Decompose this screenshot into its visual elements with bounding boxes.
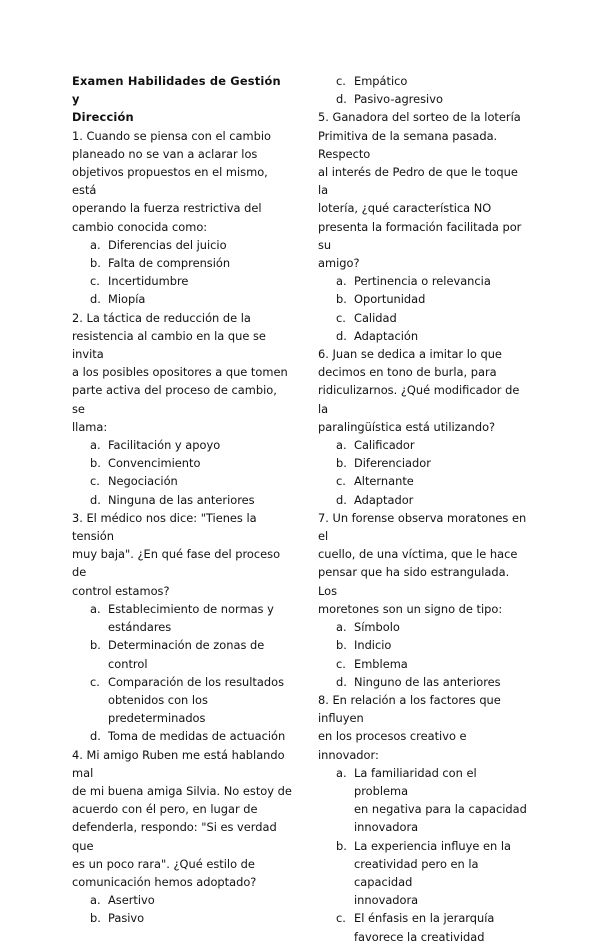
option-text-line: Toma de medidas de actuación bbox=[108, 729, 286, 744]
question-text-line: defenderla, respondo: "Si es verdad que bbox=[72, 820, 277, 853]
option-letter: a. bbox=[336, 620, 347, 635]
option-text-line: La familiaridad con el problema bbox=[354, 765, 477, 798]
option-letter: b. bbox=[336, 838, 347, 853]
option-letter: c. bbox=[336, 74, 346, 88]
option-text-line: Establecimiento de normas y bbox=[108, 601, 274, 616]
question-text-line: parte activa del proceso de cambio, se bbox=[72, 383, 277, 416]
question-text-line: llama: bbox=[72, 419, 108, 434]
question-text-line: resistencia al cambio en la que se invita bbox=[72, 328, 266, 362]
question-text-line: presenta la formación facilitada por su bbox=[318, 219, 522, 252]
option-text-line: Pasivo-agresivo bbox=[354, 92, 443, 107]
option-letter: a. bbox=[90, 601, 101, 616]
question-text-line: 3. El médico nos dice: "Tienes la tensión bbox=[72, 510, 257, 544]
question-text-line: acuerdo con él pero, en lugar de bbox=[72, 802, 258, 817]
answer-option bbox=[318, 655, 530, 673]
answer-option bbox=[72, 909, 292, 927]
answer-option bbox=[72, 272, 292, 290]
answer-option bbox=[318, 618, 530, 636]
question-text-line: control estamos? bbox=[72, 583, 170, 598]
option-text-line: Asertivo bbox=[108, 893, 155, 908]
left-questions bbox=[72, 127, 292, 928]
question-text-line: 1. Cuando se piensa con el cambio bbox=[72, 128, 271, 143]
answer-option bbox=[72, 454, 292, 472]
question-block bbox=[72, 509, 292, 746]
option-letter: d. bbox=[90, 492, 101, 507]
question-block bbox=[318, 345, 530, 509]
answer-options bbox=[318, 72, 530, 108]
option-text-line: El énfasis en la jerarquía bbox=[354, 911, 495, 926]
answer-option bbox=[318, 909, 530, 945]
answer-option bbox=[72, 290, 292, 308]
question-block bbox=[72, 127, 292, 309]
option-letter: d. bbox=[336, 492, 347, 507]
option-letter: d. bbox=[90, 292, 101, 307]
left-column bbox=[72, 72, 292, 928]
question-block bbox=[318, 108, 530, 345]
answer-option bbox=[318, 673, 530, 691]
answer-option bbox=[72, 436, 292, 454]
answer-option bbox=[318, 309, 530, 327]
option-letter: c. bbox=[90, 274, 100, 289]
question-text-line: de mi buena amiga Silvia. No estoy de bbox=[72, 783, 292, 798]
option-text-line: Convencimiento bbox=[108, 456, 201, 471]
option-text-line: creatividad pero en la capacidad bbox=[354, 856, 479, 889]
option-text-line: Empático bbox=[354, 74, 408, 88]
option-text-line: Símbolo bbox=[354, 620, 400, 635]
answer-option bbox=[72, 472, 292, 490]
option-text-line: Calificador bbox=[354, 438, 415, 453]
option-letter: a. bbox=[90, 237, 101, 252]
exam-title bbox=[72, 72, 292, 127]
question-text-line: objetivos propuestos en el mismo, está bbox=[72, 165, 268, 198]
answer-option bbox=[318, 454, 530, 472]
question-text-line: paralingüística está utilizando? bbox=[318, 419, 496, 434]
option-text-line: Miopía bbox=[108, 292, 146, 307]
answer-option bbox=[72, 236, 292, 254]
option-letter: b. bbox=[336, 292, 347, 307]
question-block bbox=[318, 72, 530, 108]
option-text-line: innovadora bbox=[354, 820, 419, 835]
option-letter: c. bbox=[90, 474, 100, 489]
answer-options bbox=[318, 272, 530, 345]
question-text-line: cambio conocida como: bbox=[72, 219, 208, 234]
answer-option bbox=[72, 636, 292, 672]
answer-option bbox=[72, 491, 292, 509]
option-letter: d. bbox=[90, 729, 101, 744]
option-letter: c. bbox=[336, 656, 346, 671]
answer-options bbox=[318, 618, 530, 691]
option-text-line: predeterminados bbox=[108, 711, 206, 726]
option-letter: d. bbox=[336, 328, 347, 343]
question-text-line: 8. En relación a los factores que influyen bbox=[318, 692, 501, 726]
question-block bbox=[318, 509, 530, 691]
option-text-line: Indicio bbox=[354, 638, 392, 653]
option-text-line: Emblema bbox=[354, 656, 408, 671]
question-text-line: muy baja". ¿En qué fase del proceso de bbox=[72, 547, 281, 580]
option-letter: b. bbox=[90, 256, 101, 271]
answer-options bbox=[318, 764, 530, 946]
option-letter: c. bbox=[90, 674, 100, 689]
answer-option bbox=[318, 290, 530, 308]
option-letter: a. bbox=[336, 274, 347, 289]
option-text-line: favorece la creatividad bbox=[354, 929, 485, 944]
option-letter: c. bbox=[336, 911, 346, 926]
question-block bbox=[72, 746, 292, 928]
question-text-line: ridiculizarnos. ¿Qué modificador de la bbox=[318, 383, 520, 416]
option-letter: d. bbox=[336, 92, 347, 107]
option-text-line: Alternante bbox=[354, 474, 414, 489]
option-text-line: Diferencias del juicio bbox=[108, 237, 227, 252]
option-text-line: innovadora bbox=[354, 893, 419, 908]
option-letter: a. bbox=[90, 893, 101, 908]
question-text-line: planeado no se van a aclarar los bbox=[72, 146, 258, 161]
answer-option bbox=[318, 837, 530, 910]
question-text-line: amigo? bbox=[318, 256, 360, 271]
question-text-line: 2. La táctica de reducción de la bbox=[72, 310, 251, 325]
option-letter: c. bbox=[336, 310, 346, 325]
option-text-line: Diferenciador bbox=[354, 456, 431, 471]
title-line: Dirección bbox=[72, 110, 134, 125]
answer-option bbox=[318, 491, 530, 509]
question-text-line: 6. Juan se dedica a imitar lo que bbox=[318, 347, 502, 362]
option-letter: b. bbox=[90, 456, 101, 471]
answer-option bbox=[318, 327, 530, 345]
option-letter: b. bbox=[90, 911, 101, 926]
question-text-line: comunicación hemos adoptado? bbox=[72, 874, 257, 889]
question-text-line: a los posibles opositores a que tomen bbox=[72, 365, 288, 380]
option-text-line: Pasivo bbox=[108, 911, 145, 926]
question-text-line: 7. Un forense observa moratones en el bbox=[318, 510, 527, 544]
question-text-line: operando la fuerza restrictiva del bbox=[72, 201, 262, 216]
answer-options bbox=[72, 436, 292, 509]
right-questions bbox=[318, 72, 530, 946]
option-text-line: control bbox=[108, 656, 148, 671]
answer-option bbox=[318, 764, 530, 837]
question-text-line: cuello, de una víctima, que le hace bbox=[318, 547, 518, 562]
answer-options bbox=[72, 891, 292, 927]
question-text-line: decimos en tono de burla, para bbox=[318, 365, 497, 380]
answer-option bbox=[318, 636, 530, 654]
option-text-line: Pertinencia o relevancia bbox=[354, 274, 491, 289]
answer-option bbox=[318, 272, 530, 290]
question-text-line: al interés de Pedro de que le toque la bbox=[318, 165, 518, 198]
option-text-line: Adaptador bbox=[354, 492, 414, 507]
question-text-line: Primitiva de la semana pasada. Respecto bbox=[318, 128, 498, 161]
answer-option bbox=[72, 600, 292, 636]
question-text-line: 5. Ganadora del sorteo de la lotería bbox=[318, 110, 521, 125]
answer-option bbox=[72, 254, 292, 272]
option-text-line: Determinación de zonas de bbox=[108, 638, 265, 653]
option-text-line: Adaptación bbox=[354, 328, 419, 343]
title-line: Examen Habilidades de Gestión y bbox=[72, 74, 281, 107]
answer-option bbox=[318, 90, 530, 108]
option-letter: a. bbox=[336, 438, 347, 453]
answer-option bbox=[318, 436, 530, 454]
option-text-line: Negociación bbox=[108, 474, 178, 489]
question-text-line: es un poco rara". ¿Qué estilo de bbox=[72, 856, 255, 871]
question-text-line: moretones son un signo de tipo: bbox=[318, 601, 503, 616]
option-letter: d. bbox=[336, 674, 347, 689]
option-text-line: Comparación de los resultados bbox=[108, 674, 285, 689]
answer-option bbox=[72, 673, 292, 728]
option-text-line: La experiencia influye en la bbox=[354, 838, 511, 853]
option-text-line: Oportunidad bbox=[354, 292, 426, 307]
option-letter: b. bbox=[90, 638, 101, 653]
option-letter: b. bbox=[336, 456, 347, 471]
option-text-line: obtenidos con los bbox=[108, 692, 208, 707]
question-text-line: pensar que ha sido estrangulada. Los bbox=[318, 565, 510, 598]
answer-options bbox=[318, 436, 530, 509]
option-text-line: Calidad bbox=[354, 310, 397, 325]
option-letter: c. bbox=[336, 474, 346, 489]
question-block bbox=[72, 309, 292, 509]
answer-option bbox=[318, 472, 530, 490]
question-text-line: lotería, ¿qué característica NO bbox=[318, 201, 492, 216]
option-letter: a. bbox=[90, 438, 101, 453]
option-text-line: Ninguno de las anteriores bbox=[354, 674, 501, 689]
option-text-line: Facilitación y apoyo bbox=[108, 438, 221, 453]
right-column bbox=[318, 72, 530, 946]
option-text-line: Incertidumbre bbox=[108, 274, 189, 289]
option-text-line: Ninguna de las anteriores bbox=[108, 492, 255, 507]
question-block bbox=[318, 691, 530, 946]
question-text-line: en los procesos creativo e innovador: bbox=[318, 729, 467, 762]
option-letter: b. bbox=[336, 638, 347, 653]
answer-option bbox=[318, 72, 530, 90]
answer-options bbox=[72, 236, 292, 309]
option-letter: a. bbox=[336, 765, 347, 780]
answer-option bbox=[72, 891, 292, 909]
option-text-line: en negativa para la capacidad bbox=[354, 802, 527, 817]
option-text-line: Falta de comprensión bbox=[108, 256, 231, 271]
question-text-line: 4. Mi amigo Ruben me está hablando mal bbox=[72, 747, 285, 780]
answer-options bbox=[72, 600, 292, 746]
answer-option bbox=[72, 727, 292, 745]
option-text-line: estándares bbox=[108, 620, 172, 635]
